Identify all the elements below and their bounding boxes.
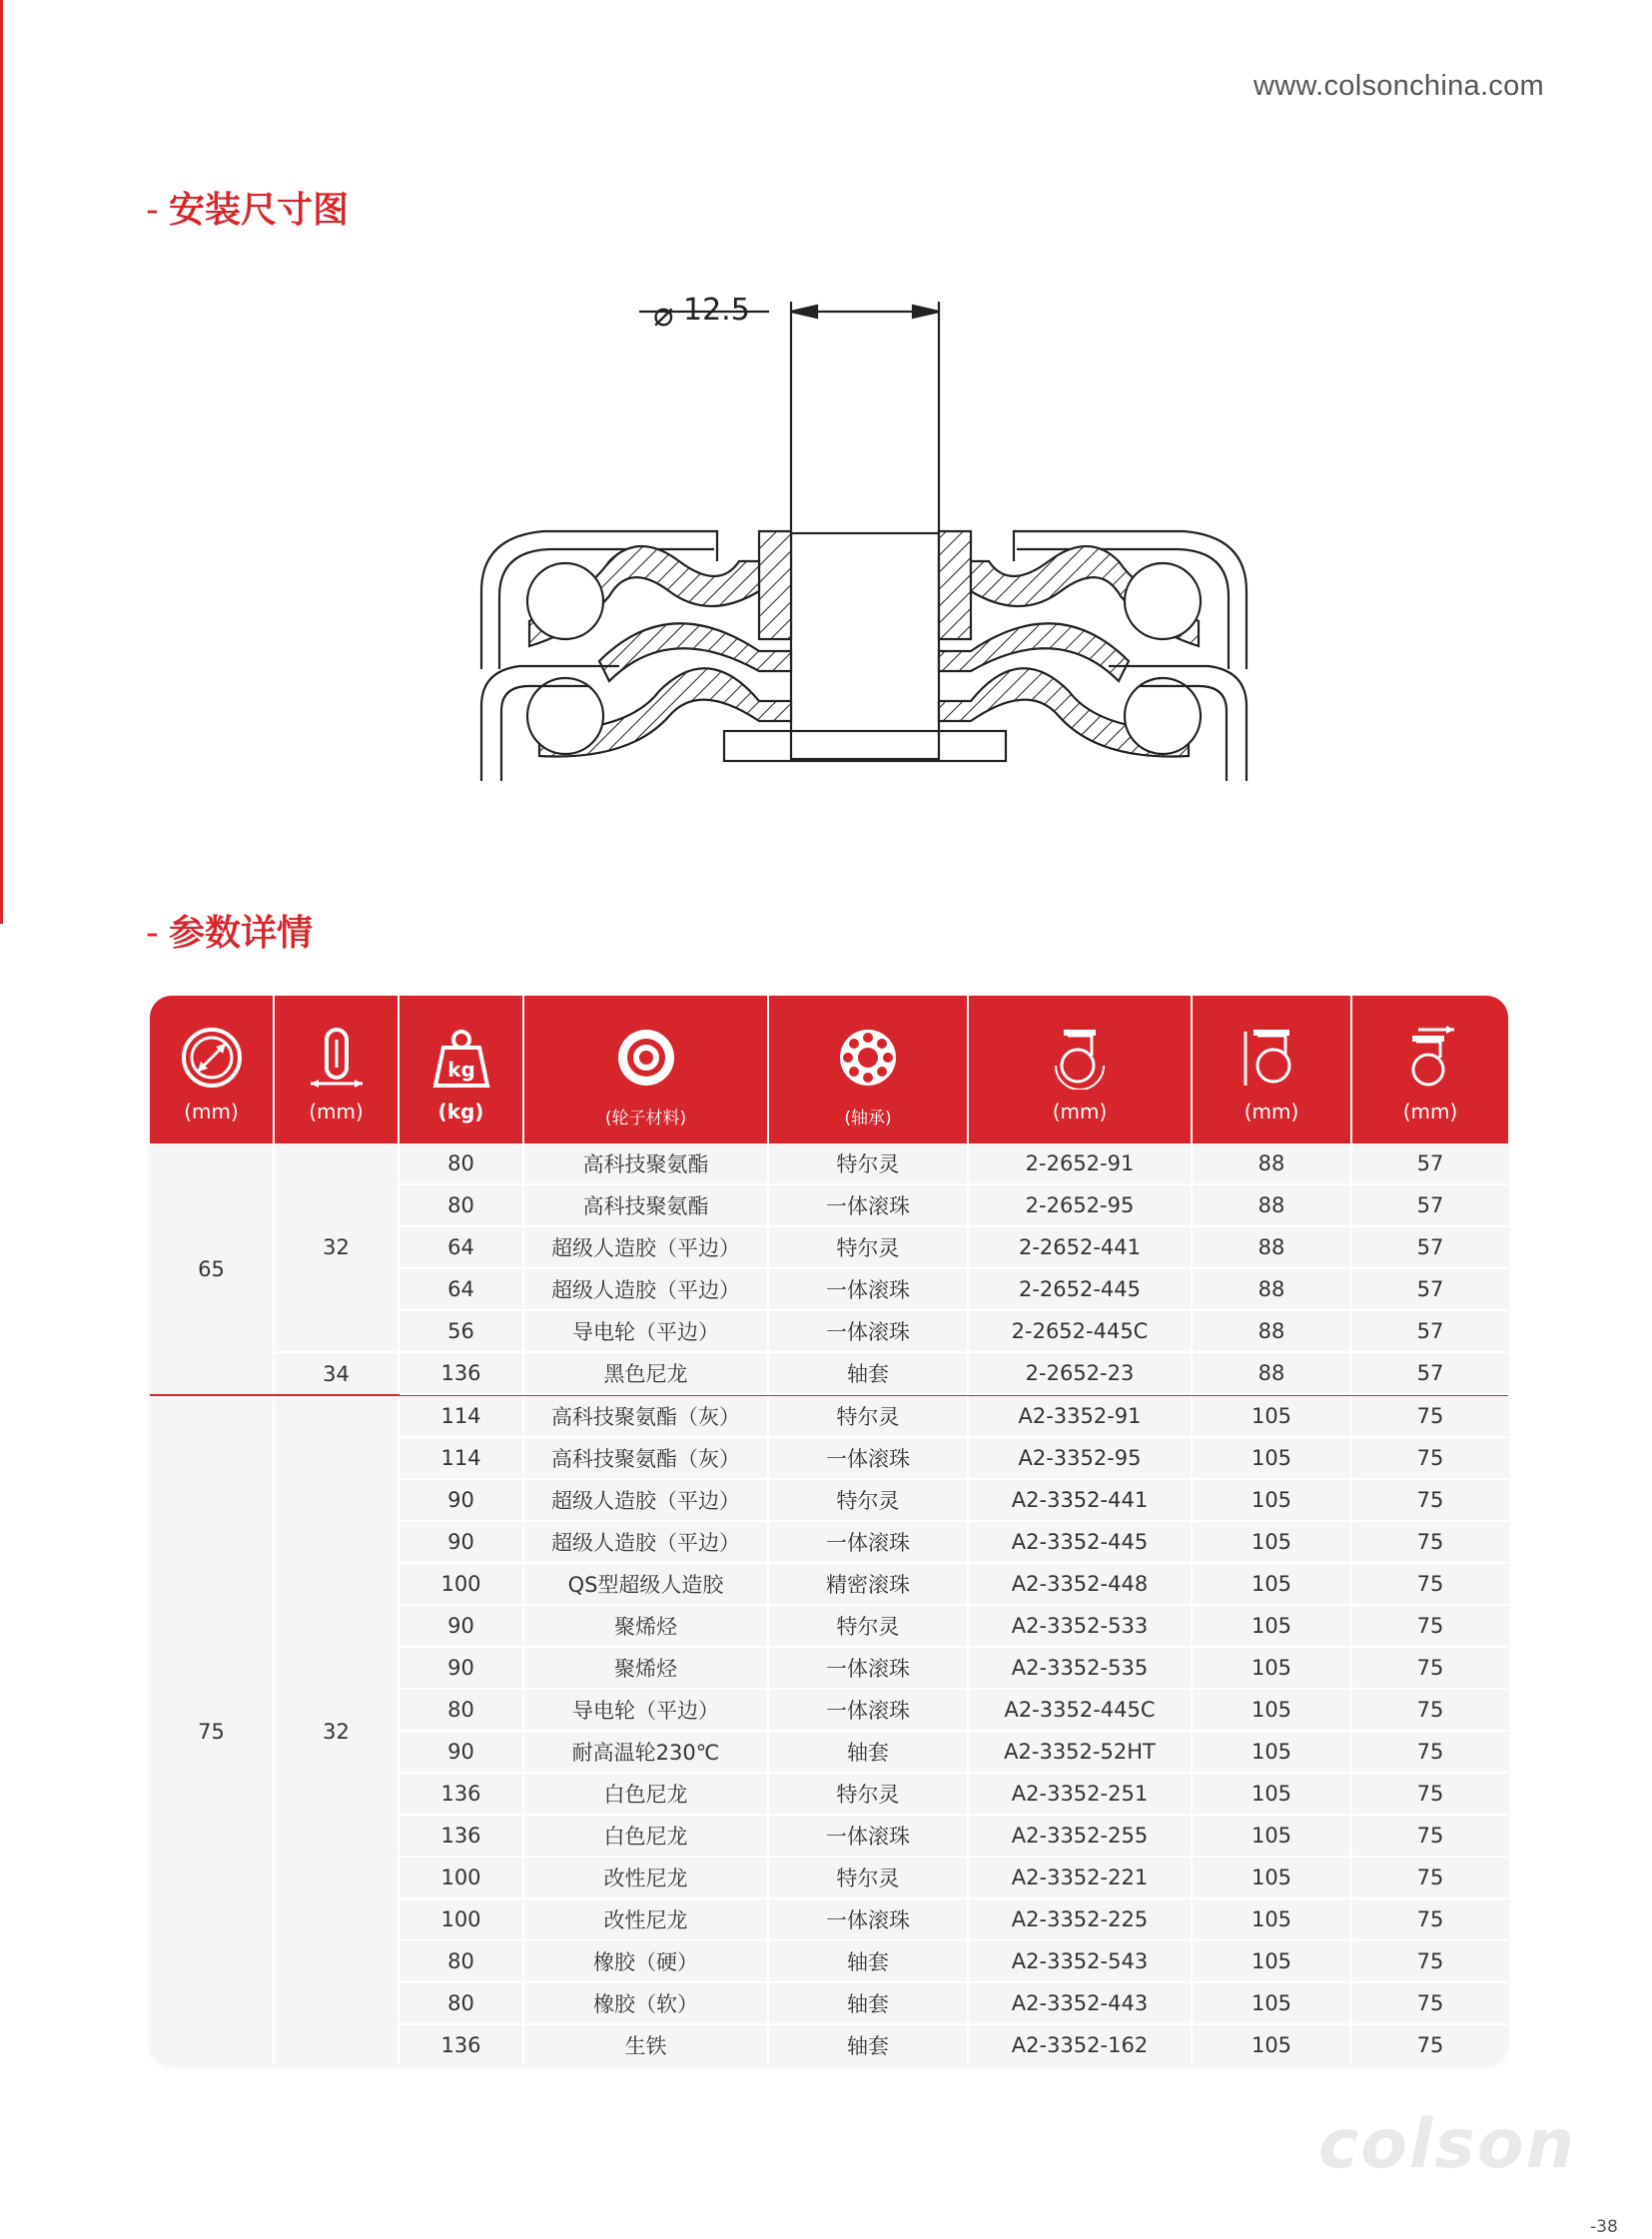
load-cell: 136 — [400, 1353, 524, 1393]
section-title-params: - 参数详情 — [146, 913, 314, 954]
height-cell: 105 — [1193, 1816, 1352, 1856]
header-swivel-caster: (mm) — [969, 996, 1193, 1143]
model-cell: 2-2652-445C — [969, 1311, 1193, 1351]
material-cell: 聚烯烃 — [524, 1606, 769, 1646]
bearing-cell: 一体滚珠 — [769, 1185, 969, 1225]
bearing-cell: 特尔灵 — [769, 1858, 969, 1897]
load-cell: 114 — [400, 1438, 524, 1478]
radius-cell: 75 — [1352, 1941, 1508, 1981]
bearing-cell: 一体滚珠 — [769, 1311, 969, 1351]
load-cell: 136 — [400, 2025, 524, 2065]
height-cell: 105 — [1193, 1941, 1352, 1981]
height-cell: 105 — [1193, 1564, 1352, 1604]
load-cell: 100 — [400, 1858, 524, 1897]
load-cell: 90 — [400, 1732, 524, 1772]
material-cell: 聚烯烃 — [524, 1648, 769, 1688]
table-header — [150, 996, 1508, 1143]
model-cell: A2-3352-221 — [969, 1858, 1193, 1897]
bearing-cell: 特尔灵 — [769, 1774, 969, 1814]
bearing-cell: 一体滚珠 — [769, 1816, 969, 1856]
material-cell: 超级人造胶（平边） — [524, 1269, 769, 1309]
table-row — [400, 1227, 1508, 1269]
bearing-icon — [836, 1026, 900, 1090]
material-cell: 生铁 — [524, 2025, 769, 2065]
table-row — [400, 1941, 1508, 1983]
load-weight-icon — [429, 1026, 493, 1090]
material-cell: 超级人造胶（平边） — [524, 1480, 769, 1520]
header-load: kg (kg) — [400, 996, 524, 1143]
table-row — [400, 1858, 1508, 1899]
material-cell: 耐高温轮230℃ — [524, 1732, 769, 1772]
bearing-cell: 轴套 — [769, 1353, 969, 1393]
wheel-material-icon — [614, 1026, 678, 1090]
radius-cell: 75 — [1352, 1983, 1508, 2023]
table-row — [400, 1816, 1508, 1858]
bearing-cell: 一体滚珠 — [769, 1522, 969, 1562]
load-cell: 80 — [400, 1690, 524, 1730]
height-cell: 105 — [1193, 1858, 1352, 1897]
table-row — [400, 1353, 1508, 1395]
bearing-cell: 精密滚珠 — [769, 1564, 969, 1604]
material-cell: 超级人造胶（平边） — [524, 1227, 769, 1267]
radius-cell: 75 — [1352, 1522, 1508, 1562]
site-url: www.colsonchina.com — [1253, 70, 1544, 102]
model-cell: A2-3352-445C — [969, 1690, 1193, 1730]
model-cell: A2-3352-95 — [969, 1438, 1193, 1478]
table-row — [400, 1311, 1508, 1353]
table-row — [400, 1438, 1508, 1480]
bearing-cell: 轴套 — [769, 1732, 969, 1772]
material-cell: 橡胶（硬） — [524, 1941, 769, 1981]
load-cell: 100 — [400, 1564, 524, 1604]
radius-cell: 75 — [1352, 1690, 1508, 1730]
model-cell: A2-3352-162 — [969, 2025, 1193, 2065]
radius-cell: 75 — [1352, 1899, 1508, 1939]
material-cell: 导电轮（平边） — [524, 1311, 769, 1351]
colson-logo: colson — [1318, 2105, 1576, 2184]
header-mounting-height: (mm) — [1193, 996, 1352, 1143]
height-cell: 88 — [1193, 1227, 1352, 1267]
height-cell: 88 — [1193, 1143, 1352, 1183]
svg-text:⌀: ⌀ — [653, 295, 674, 335]
height-cell: 105 — [1193, 1480, 1352, 1520]
height-cell: 105 — [1193, 1774, 1352, 1814]
height-cell: 105 — [1193, 1690, 1352, 1730]
diameter-cell: 75 — [150, 1396, 275, 2065]
mounting-height-icon — [1239, 1026, 1303, 1090]
table-row — [400, 1269, 1508, 1311]
model-cell: 2-2652-445 — [969, 1269, 1193, 1309]
model-cell: A2-3352-443 — [969, 1983, 1193, 2023]
radius-cell: 75 — [1352, 1648, 1508, 1688]
load-cell: 136 — [400, 1774, 524, 1814]
load-cell: 64 — [400, 1269, 524, 1309]
material-cell: 高科技聚氨酯 — [524, 1185, 769, 1225]
model-cell: 2-2652-95 — [969, 1185, 1193, 1225]
bearing-cell: 轴套 — [769, 1941, 969, 1981]
width-cell: 32 — [275, 1143, 400, 1353]
height-cell: 105 — [1193, 1648, 1352, 1688]
model-cell: A2-3352-225 — [969, 1899, 1193, 1939]
radius-cell: 57 — [1352, 1311, 1508, 1351]
radius-cell: 57 — [1352, 1269, 1508, 1309]
table-row — [400, 1396, 1508, 1438]
header-wheel-width: (mm) — [275, 996, 400, 1143]
swivel-radius-icon — [1398, 1026, 1462, 1090]
model-cell: A2-3352-445 — [969, 1522, 1193, 1562]
model-cell: A2-3352-535 — [969, 1648, 1193, 1688]
radius-cell: 75 — [1352, 1732, 1508, 1772]
page-number: -38 — [1590, 2217, 1618, 2237]
load-cell: 136 — [400, 1816, 524, 1856]
model-cell: A2-3352-441 — [969, 1480, 1193, 1520]
model-cell: 2-2652-23 — [969, 1353, 1193, 1393]
radius-cell: 57 — [1352, 1185, 1508, 1225]
width-cell: 34 — [275, 1353, 400, 1395]
header-swivel-radius: (mm) — [1352, 996, 1508, 1143]
radius-cell: 75 — [1352, 1606, 1508, 1646]
height-cell: 105 — [1193, 1983, 1352, 2023]
table-row — [400, 1143, 1508, 1185]
bearing-cell: 特尔灵 — [769, 1480, 969, 1520]
radius-cell: 75 — [1352, 2025, 1508, 2065]
bearing-cell: 特尔灵 — [769, 1606, 969, 1646]
header-wheel-material: (轮子材料) — [524, 996, 769, 1143]
model-cell: 2-2652-91 — [969, 1143, 1193, 1183]
load-cell: 56 — [400, 1311, 524, 1351]
table-row — [400, 1899, 1508, 1941]
material-cell: 白色尼龙 — [524, 1774, 769, 1814]
height-cell: 88 — [1193, 1353, 1352, 1393]
section-title-install: - 安装尺寸图 — [146, 190, 350, 231]
radius-cell: 75 — [1352, 1774, 1508, 1814]
model-cell: A2-3352-533 — [969, 1606, 1193, 1646]
table-row — [400, 1690, 1508, 1732]
model-cell: A2-3352-251 — [969, 1774, 1193, 1814]
table-row — [400, 1983, 1508, 2025]
diameter-cell: 65 — [150, 1143, 275, 1395]
model-cell: 2-2652-441 — [969, 1227, 1193, 1267]
svg-text:kg: kg — [446, 1058, 475, 1082]
radius-cell: 75 — [1352, 1858, 1508, 1897]
material-cell: 黑色尼龙 — [524, 1353, 769, 1393]
material-cell: 高科技聚氨酯（灰） — [524, 1438, 769, 1478]
model-cell: A2-3352-543 — [969, 1941, 1193, 1981]
radius-cell: 75 — [1352, 1564, 1508, 1604]
height-cell: 105 — [1193, 2025, 1352, 2065]
bearing-cell: 轴套 — [769, 1983, 969, 2023]
bearing-cell: 特尔灵 — [769, 1396, 969, 1436]
table-row — [400, 1774, 1508, 1816]
material-cell: 高科技聚氨酯（灰） — [524, 1396, 769, 1436]
height-cell: 88 — [1193, 1311, 1352, 1351]
radius-cell: 57 — [1352, 1227, 1508, 1267]
material-cell: 超级人造胶（平边） — [524, 1522, 769, 1562]
load-cell: 114 — [400, 1396, 524, 1436]
table-row — [400, 1522, 1508, 1564]
wheel-width-icon — [305, 1026, 369, 1090]
load-cell: 90 — [400, 1522, 524, 1562]
install-dimension-drawing — [469, 262, 1258, 781]
radius-cell: 75 — [1352, 1396, 1508, 1436]
table-row — [400, 1564, 1508, 1606]
load-cell: 80 — [400, 1941, 524, 1981]
height-cell: 105 — [1193, 1438, 1352, 1478]
left-accent-bar — [0, 0, 3, 924]
bearing-cell: 一体滚珠 — [769, 1899, 969, 1939]
width-cell: 32 — [275, 1396, 400, 2065]
table-row — [400, 2025, 1508, 2065]
height-cell: 105 — [1193, 1732, 1352, 1772]
model-cell: A2-3352-448 — [969, 1564, 1193, 1604]
load-cell: 80 — [400, 1143, 524, 1183]
bearing-cell: 一体滚珠 — [769, 1690, 969, 1730]
bearing-cell: 轴套 — [769, 2025, 969, 2065]
radius-cell: 75 — [1352, 1480, 1508, 1520]
bearing-cell: 特尔灵 — [769, 1227, 969, 1267]
load-cell: 90 — [400, 1606, 524, 1646]
radius-cell: 57 — [1352, 1143, 1508, 1183]
bearing-cell: 特尔灵 — [769, 1143, 969, 1183]
height-cell: 88 — [1193, 1269, 1352, 1309]
table-row — [400, 1185, 1508, 1227]
bearing-cell: 一体滚珠 — [769, 1648, 969, 1688]
model-cell: A2-3352-52HT — [969, 1732, 1193, 1772]
load-cell: 100 — [400, 1899, 524, 1939]
material-cell: 改性尼龙 — [524, 1858, 769, 1897]
table-row — [400, 1480, 1508, 1522]
radius-cell: 75 — [1352, 1816, 1508, 1856]
header-bearing: (轴承) — [769, 996, 969, 1143]
bearing-cell: 一体滚珠 — [769, 1438, 969, 1478]
material-cell: 改性尼龙 — [524, 1899, 769, 1939]
section-title-params-text: 参数详情 — [169, 913, 314, 954]
bearing-cell: 一体滚珠 — [769, 1269, 969, 1309]
load-cell: 90 — [400, 1648, 524, 1688]
height-cell: 105 — [1193, 1396, 1352, 1436]
material-cell: 导电轮（平边） — [524, 1690, 769, 1730]
height-cell: 88 — [1193, 1185, 1352, 1225]
swivel-caster-icon — [1048, 1026, 1112, 1090]
spec-table — [150, 996, 1508, 2065]
table-row — [400, 1732, 1508, 1774]
model-cell: A2-3352-255 — [969, 1816, 1193, 1856]
load-cell: 80 — [400, 1983, 524, 2023]
load-cell: 64 — [400, 1227, 524, 1267]
height-cell: 105 — [1193, 1899, 1352, 1939]
height-cell: 105 — [1193, 1606, 1352, 1646]
load-cell: 80 — [400, 1185, 524, 1225]
dimension-label: 12.5 — [683, 293, 750, 328]
load-cell: 90 — [400, 1480, 524, 1520]
height-cell: 105 — [1193, 1522, 1352, 1562]
section-title-install-text: 安装尺寸图 — [169, 190, 350, 231]
material-cell: 白色尼龙 — [524, 1816, 769, 1856]
radius-cell: 57 — [1352, 1353, 1508, 1393]
material-cell: 橡胶（软） — [524, 1983, 769, 2023]
wheel-diameter-icon — [180, 1026, 244, 1090]
table-row — [400, 1648, 1508, 1690]
header-wheel-diameter: (mm) — [150, 996, 275, 1143]
table-row — [400, 1606, 1508, 1648]
model-cell: A2-3352-91 — [969, 1396, 1193, 1436]
material-cell: QS型超级人造胶 — [524, 1564, 769, 1604]
radius-cell: 75 — [1352, 1438, 1508, 1478]
material-cell: 高科技聚氨酯 — [524, 1143, 769, 1183]
